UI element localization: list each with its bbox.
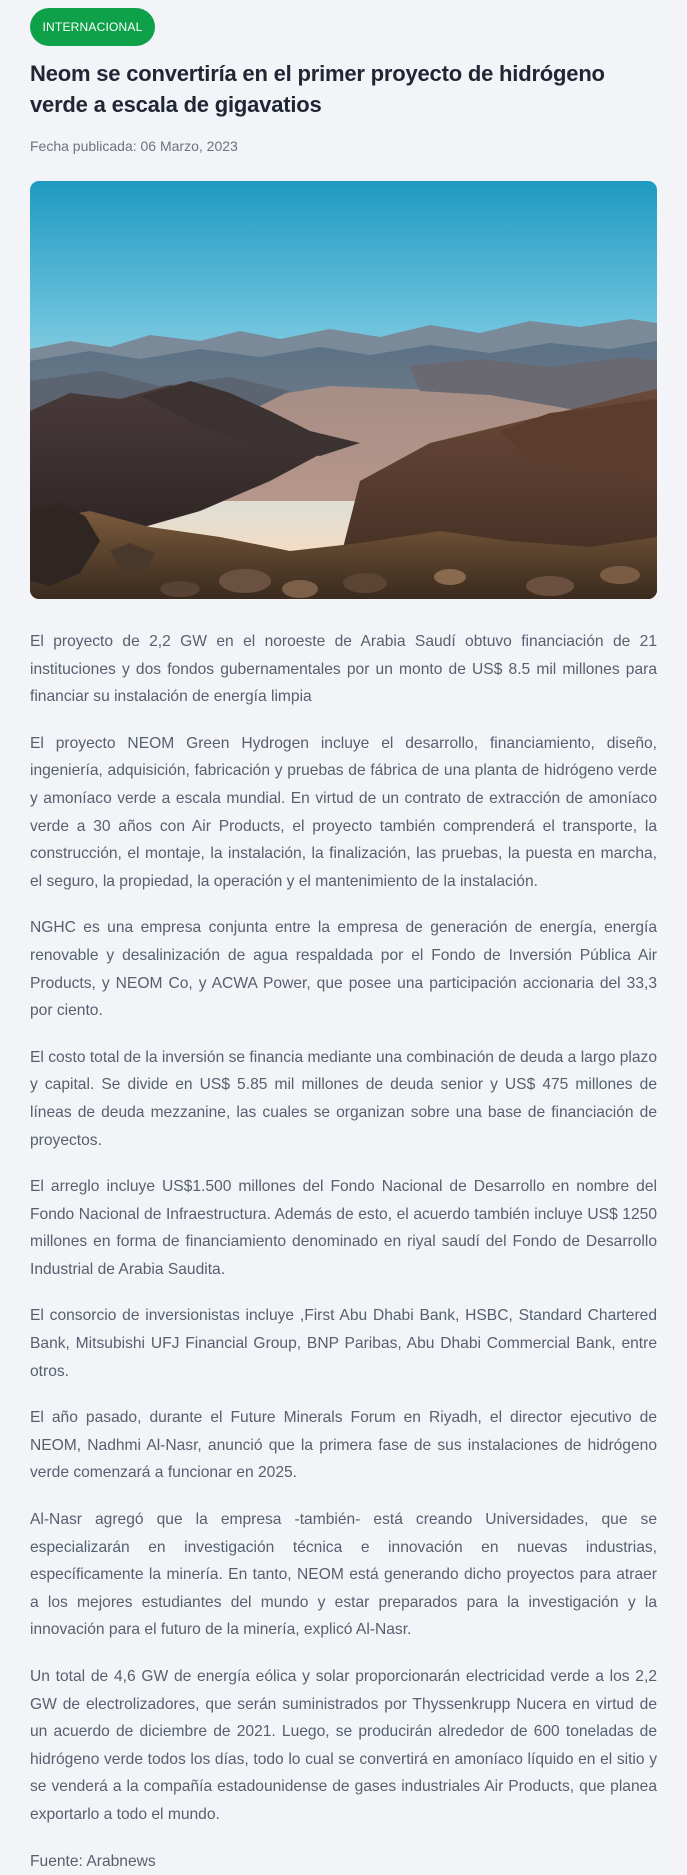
- paragraph: El arreglo incluye US$1.500 millones del Fondo Nacional de Desarrollo en nombre del Fondo Nacional de Infraestructura. Además de esto, el acuerdo también incluye US$ 1250 millones en forma de financiamiento denominado en riyal saudí del Fondo de Desarrollo Industrial de Arabia Saudita.: [30, 1178, 657, 1278]
- article-title: Neom se convertiría en el primer proyecto de hidrógeno verde a escala de gigavatios: [30, 61, 605, 117]
- article-body: [30, 628, 657, 1875]
- paragraph: El año pasado, durante el Future Minerals Forum en Riyadh, el director ejecutivo de NEOM, Nadhmi Al-Nasr, anunció que la primera fase de sus instalaciones de hidrógeno verde comenzará a funcionar en 2025.: [30, 1409, 657, 1482]
- category-badge[interactable]: INTERNACIONAL: [30, 8, 155, 46]
- source-credit: Fuente: Arabnews: [30, 1852, 156, 1870]
- publish-date: Fecha publicada: 06 Marzo, 2023: [30, 138, 238, 154]
- paragraph: El proyecto NEOM Green Hydrogen incluye el desarrollo, financiamiento, diseño, ingeniería, adquisición, fabricación y pruebas de fábrica de una planta de hidrógeno verde y amoníaco verde a escala mundial. En virtud de un contrato de extracción de amoníaco verde a 30 años con Air Products, el proyecto también comprenderá el transporte, la construcción, el montaje, la instalación, la finalización, las pruebas, la puesta en marcha, el seguro, la propiedad, la operación y el mantenimiento de la instalación.: [30, 734, 657, 890]
- paragraph: Un total de 4,6 GW de energía eólica y solar proporcionarán electricidad verde a los 2,2 GW de electrolizadores, que serán suministrados por Thyssenkrupp Nucera en virtud de un acuerdo de diciembre de 2021. Luego, se producirán alrededor de 600 toneladas de hidrógeno verde todos los días, todo lo cual se convertirá en amoníaco líquido en el sitio y se venderá a la compañía estadounidense de gases industriales Air Products, que planea exportarlo a todo el mundo.: [30, 1668, 657, 1823]
- paragraph: NGHC es una empresa conjunta entre la empresa de generación de energía, energía renovable y desalinización de agua respaldada por el Fondo de Inversión Pública Air Products, y NEOM Co, y ACWA Power, que posee una participación accionaria del 33,3 por ciento.: [30, 919, 657, 1020]
- paragraph: El costo total de la inversión se financia mediante una combinación de deuda a largo plazo y capital. Se divide en US$ 5.85 mil millones de deuda senior y US$ 475 millones de líneas de deuda mezzanine, las cuales se organizan sobre una base de financiación de proyectos.: [30, 1048, 657, 1149]
- paragraph: El consorcio de inversionistas incluye ,First Abu Dhabi Bank, HSBC, Standard Chartered Bank, Mitsubishi UFJ Financial Group, BNP Paribas, Abu Dhabi Commercial Bank, entre otros.: [30, 1307, 657, 1380]
- paragraph: El proyecto de 2,2 GW en el noroeste de Arabia Saudí obtuvo financiación de 21 instituciones y dos fondos gubernamentales por un monto de US$ 8.5 mil millones para financiar su instalación de energía limpia: [30, 633, 657, 706]
- hero-image: [30, 181, 657, 599]
- desert-mountains-landscape-icon: [30, 181, 657, 599]
- paragraph: Al-Nasr agregó que la empresa -también- está creando Universidades, que se especializarán en investigación técnica e innovación en nuevas industrias, específicamente la minería. En tanto, NEOM está generando dicho proyectos para atraer a los mejores estudiantes del mundo y estar preparados para la investigación y la innovación para el futuro de la minería, explicó Al-Nasr.: [30, 1511, 657, 1639]
